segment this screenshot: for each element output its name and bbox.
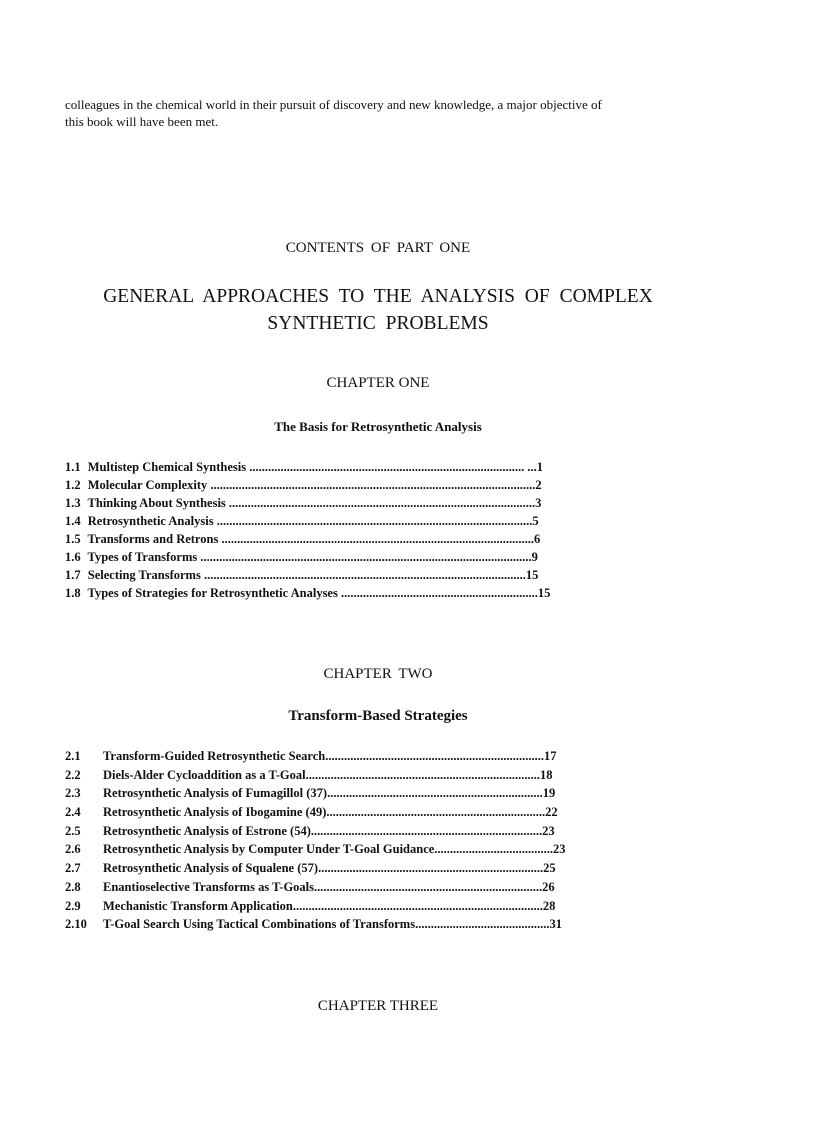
toc-entry[interactable] [65,878,566,897]
toc-page: 22 [545,805,558,820]
toc-number: 1.1 [65,460,81,474]
toc-page: 23 [542,823,555,838]
toc-leader: .................................................................................................. [225,496,536,510]
toc-page: 17 [543,749,557,763]
toc-title: Retrosynthetic Analysis of Fumagillol (37) [103,786,328,801]
toc-page: 2 [535,478,542,492]
toc-entry[interactable] [65,548,550,566]
toc-entry[interactable] [65,766,566,785]
toc-number: 1.7 [65,568,81,582]
toc-entry[interactable] [65,784,566,803]
toc-title: Types of Strategies for Retrosynthetic Analyses [87,586,338,600]
toc-entry[interactable] [65,840,566,859]
toc-number: 1.2 [65,478,81,492]
toc-number: 2.9 [65,898,81,913]
toc-title: Thinking About Synthesis [87,496,226,510]
toc-page: 19 [542,786,556,801]
toc-entry[interactable] [65,512,550,530]
toc-page: 15 [537,586,551,600]
toc-leader: ..................................................................................................... [213,514,533,528]
toc-page: 9 [531,550,538,564]
toc-page: 31 [549,917,562,932]
intro-line: colleagues in the chemical world in their pursuit of discovery and new knowledge, a major objective of [65,97,602,112]
toc-title: Types of Transforms [87,550,198,564]
toc-number: 2.2 [65,767,81,782]
toc-number: 2.4 [65,805,81,820]
toc-number: 2.7 [65,861,81,876]
toc-title: Molecular Complexity [87,478,208,492]
chapter-one-heading: CHAPTER ONE [326,375,430,391]
toc-entry[interactable] [65,915,566,934]
toc-leader: .......................................................................... [310,823,543,838]
toc-title: Diels-Alder Cycloaddition as a T-Goal [103,767,306,782]
toc-entry[interactable] [65,476,550,494]
intro-line: this book will have been met. [65,114,219,129]
toc-page: 25 [543,861,556,876]
toc-entry[interactable] [65,458,550,476]
toc-title: Retrosynthetic Analysis of Ibogamine (49) [103,805,327,820]
toc-leader: .......................................................................................................... [197,550,532,564]
toc-entry[interactable] [65,584,550,602]
part-title-line: SYNTHETIC PROBLEMS [267,313,489,334]
toc-page: 28 [542,898,556,913]
toc-number: 1.8 [65,586,81,600]
toc-leader: ........................................................................................ ... [246,460,537,474]
toc-entry[interactable] [65,747,566,766]
toc-title: Multistep Chemical Synthesis [87,460,247,474]
toc-leader: ...................................................................... [326,805,546,820]
toc-entry[interactable] [65,494,550,512]
toc-number: 1.6 [65,550,81,564]
toc-leader: ....................................................................................................... [200,568,526,582]
chapter-two-toc [65,747,566,934]
toc-entry[interactable] [65,530,550,548]
toc-page: 6 [533,532,541,546]
toc-number: 1.4 [65,514,81,528]
toc-title: T-Goal Search Using Tactical Combinations of Transforms [103,917,416,932]
part-title [0,283,756,337]
toc-leader: ............................................................... [337,586,538,600]
toc-page: 18 [539,767,553,782]
toc-leader: ......................................................................... [314,879,543,894]
toc-number: 2.10 [65,917,87,932]
toc-entry[interactable] [65,859,566,878]
chapter-two-subtitle: Transform-Based Strategies [288,708,468,724]
toc-number: 2.6 [65,842,81,857]
chapter-two-heading: CHAPTER TWO [323,666,433,682]
toc-leader: ........................................... [415,917,550,932]
toc-entry[interactable] [65,822,566,841]
toc-page: 5 [532,514,539,528]
toc-title: Retrosynthetic Analysis of Estrone (54) [103,823,311,838]
toc-title: Retrosynthetic Analysis by Computer Under T-Goal Guidance [103,842,435,857]
toc-title: Selecting Transforms [87,568,201,582]
toc-title: Transforms and Retrons [87,532,219,546]
part-heading: CONTENTS OF PART ONE [285,240,471,256]
toc-page: 3 [535,496,542,510]
part-title-line: GENERAL APPROACHES TO THE ANALYSIS OF COMPLEX [103,286,653,307]
toc-entry[interactable] [65,803,566,822]
toc-leader: ................................................................................ [292,898,543,913]
toc-leader: ...................................................................... [325,749,544,763]
chapter-one-subtitle: The Basis for Retrosynthetic Analysis [274,419,482,434]
toc-leader: ..................................................................... [327,786,543,801]
intro-paragraph [65,96,602,130]
toc-title: Mechanistic Transform Application [103,898,293,913]
toc-leader: .................................................................................................... [218,532,534,546]
toc-leader: ........................................................................................................ [207,478,536,492]
toc-page: 23 [553,842,566,857]
toc-number: 2.8 [65,879,81,894]
toc-entry[interactable] [65,897,566,916]
toc-page: 26 [542,879,555,894]
chapter-one-toc [65,458,550,602]
toc-number: 2.3 [65,786,81,801]
toc-number: 1.5 [65,532,81,546]
chapter-three-heading: CHAPTER THREE [317,998,439,1014]
toc-number: 1.3 [65,496,81,510]
toc-number: 2.1 [65,749,81,763]
toc-leader: ........................................................................... [305,767,540,782]
toc-title: Transform-Guided Retrosynthetic Search [103,749,326,763]
toc-title: Retrosynthetic Analysis of Squalene (57) [103,861,319,876]
toc-title: Enantioselective Transforms as T-Goals [103,879,315,894]
toc-title: Retrosynthetic Analysis [87,514,214,528]
toc-leader: ...................................... [434,842,554,857]
toc-leader: ........................................................................ [318,861,544,876]
toc-entry[interactable] [65,566,550,584]
toc-number: 2.5 [65,823,81,838]
toc-page: 15 [525,568,539,582]
toc-page: 1 [536,460,543,474]
